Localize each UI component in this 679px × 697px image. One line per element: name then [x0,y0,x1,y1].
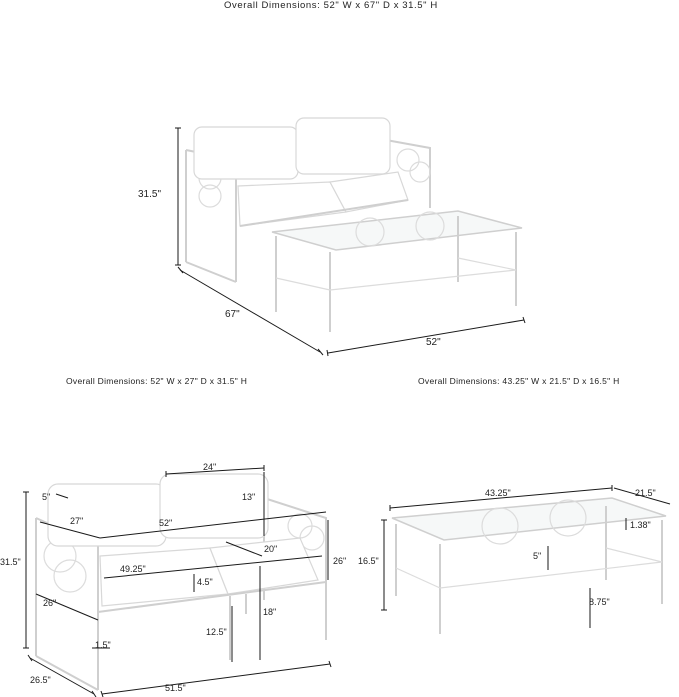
loveseat-seat-depth-label: 20" [264,544,278,554]
top-height-label: 31.5" [138,189,162,200]
loveseat-seat-width-label: 49.25" [120,564,146,574]
top-depth-label: 67" [225,309,240,320]
loveseat-back-height-label: 13" [242,492,256,502]
table-depth-label: 21.5" [635,488,656,498]
loveseat-width-label: 51.5" [165,683,186,693]
top-width-label: 52" [426,337,441,348]
loveseat-illustration [36,474,326,690]
loveseat-inner-width-label: 52" [159,518,173,528]
loveseat-arm-height-label: 26" [333,556,347,566]
loveseat-overall-height-label: 31.5" [0,557,21,567]
loveseat-depth-label: 26.5" [30,675,51,685]
loveseat-back-width-label: 24" [203,462,217,472]
loveseat-leg-label: 1.5" [95,640,111,650]
top-table-illustration [272,211,522,332]
table-height-label: 16.5" [358,556,379,566]
top-loveseat-illustration [186,118,430,282]
loveseat-dimensions-title: Overall Dimensions: 52" W x 27" D x 31.5" H [66,376,248,386]
loveseat-side-depth-label: 26" [43,598,57,608]
table-apron-label: 5" [533,551,542,561]
table-shelf-height-label: 8.75" [589,597,610,607]
loveseat-cushion-label: 4.5" [197,577,213,587]
table-dimensions-title: Overall Dimensions: 43.25" W x 21.5" D x 16.5" H [418,376,620,386]
overall-dimensions-title: Overall Dimensions: 52" W x 67" D x 31.5" H [224,0,438,11]
loveseat-arm-depth-label: 27" [70,516,84,526]
table-illustration [392,498,666,634]
table-top-thickness-label: 1.38" [630,520,651,530]
table-width-label: 43.25" [485,488,511,498]
loveseat-under-seat-label: 12.5" [206,627,227,637]
loveseat-arm-top-label: 5" [42,492,51,502]
loveseat-seat-height-label: 18" [263,607,277,617]
